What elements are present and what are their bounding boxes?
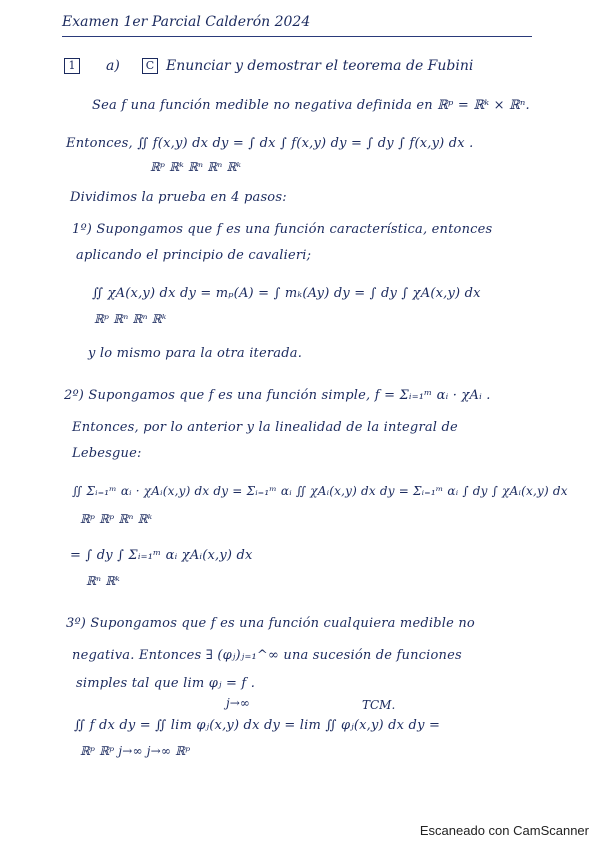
question-statement: Enunciar y demostrar el teorema de Fubini bbox=[166, 58, 474, 74]
step3-line-a: 3º) Supongamos que f es una función cualquiera medible no bbox=[66, 616, 475, 631]
step2-formula: ∬ Σᵢ₌₁ᵐ αᵢ · χAᵢ(x,y) dx dy = Σᵢ₌₁ᵐ αᵢ ∬ χAᵢ(x,y) dx dy = Σᵢ₌₁ᵐ αᵢ ∫ dy ∫ χAᵢ(x,y) dx bbox=[72, 484, 568, 498]
step1-line-a: 1º) Supongamos que f es una función característica, entonces bbox=[72, 222, 493, 237]
step2-line-c: Lebesgue: bbox=[72, 446, 142, 461]
step2-formula-domains: ℝᵖ ℝᵖ ℝⁿ ℝᵏ bbox=[80, 512, 153, 526]
step2-line-b: Entonces, por lo anterior y la linealidad de la integral de bbox=[72, 420, 458, 435]
step1-line-c: y lo mismo para la otra iterada. bbox=[88, 346, 303, 361]
text-line-1: Sea f una función medible no negativa definida en ℝᵖ = ℝᵏ × ℝⁿ. bbox=[92, 98, 530, 113]
fubini-formula: Entonces, ∬ f(x,y) dx dy = ∫ dx ∫ f(x,y) dy = ∫ dy ∫ f(x,y) dx . bbox=[66, 136, 474, 151]
tcm-annotation: TCM. bbox=[362, 698, 396, 712]
question-number-box: 1 bbox=[64, 58, 80, 74]
question-part: a) bbox=[106, 58, 120, 74]
step2-line-a: 2º) Supongamos que f es una función simple, f = Σᵢ₌₁ᵐ αᵢ · χAᵢ . bbox=[64, 388, 491, 403]
step3-limit-sub: j→∞ bbox=[226, 696, 250, 710]
step1-line-b: aplicando el principio de cavalieri; bbox=[76, 248, 312, 263]
step3-line-b: negativa. Entonces ∃ (φⱼ)ⱼ₌₁^∞ una sucesión de funciones bbox=[72, 648, 462, 663]
camscanner-footer: Escaneado con CamScanner bbox=[419, 823, 589, 838]
step1-formula-domains: ℝᵖ ℝⁿ ℝⁿ ℝᵏ bbox=[94, 312, 167, 326]
step3-line-c: simples tal que lim φⱼ = f . bbox=[76, 676, 256, 691]
step2-formula-cont: = ∫ dy ∫ Σᵢ₌₁ᵐ αᵢ χAᵢ(x,y) dx bbox=[70, 548, 253, 563]
exam-title: Examen 1er Parcial Calderón 2024 bbox=[62, 14, 311, 30]
step3-formula: ∬ f dx dy = ∬ lim φⱼ(x,y) dx dy = lim ∬ φⱼ(x,y) dx dy = bbox=[74, 718, 441, 733]
step1-formula: ∬ χA(x,y) dx dy = mₚ(A) = ∫ mₖ(Ay) dy = ∫ dy ∫ χA(x,y) dx bbox=[92, 286, 481, 301]
title-underline bbox=[62, 36, 532, 37]
fubini-formula-domains: ℝᵖ ℝᵏ ℝⁿ ℝⁿ ℝᵏ bbox=[150, 160, 242, 174]
text-line-steps: Dividimos la prueba en 4 pasos: bbox=[70, 190, 287, 205]
step3-formula-domains: ℝᵖ ℝᵖ j→∞ j→∞ ℝᵖ bbox=[80, 744, 191, 758]
step2-formula-cont-domains: ℝⁿ ℝᵏ bbox=[86, 574, 120, 588]
question-tag-box: C bbox=[142, 58, 158, 74]
